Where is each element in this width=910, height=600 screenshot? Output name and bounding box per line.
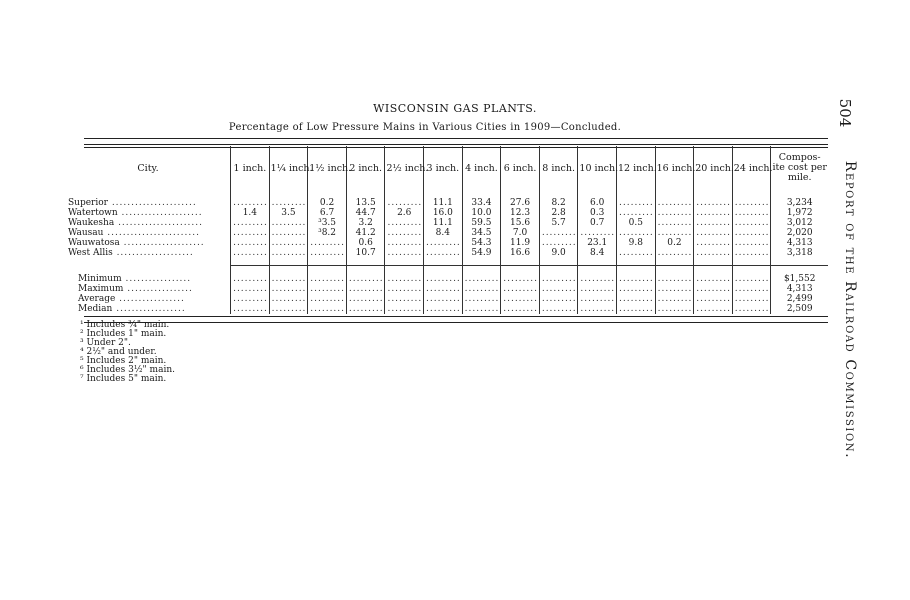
header-column: Compos- ite cost per mile. <box>771 146 828 190</box>
leader-dots: ......... <box>385 228 424 238</box>
table-cell: ³3.5 <box>308 218 347 228</box>
summary-row <box>66 284 828 294</box>
table-cell: 44.7 <box>346 208 385 218</box>
header-column: 2 inch. <box>346 146 385 190</box>
leader-dots: ......... <box>578 304 617 314</box>
table-row <box>66 218 828 228</box>
table-cell: 11.1 <box>424 190 463 208</box>
leader-dots: ......... <box>231 266 270 285</box>
gas-mains-table <box>66 146 828 314</box>
leader-dots: ......... <box>732 190 771 208</box>
table-cell: 1,972 <box>771 208 828 218</box>
leader-dots: ......... <box>308 238 347 248</box>
table-cell: 16.0 <box>424 208 463 218</box>
leader-dots: ......... <box>385 190 424 208</box>
footnotes <box>80 321 175 384</box>
leader-dots: ......... <box>539 266 578 285</box>
leader-dots: ......... <box>694 304 733 314</box>
leader-dots: ......... <box>732 248 771 266</box>
page-number: 504 <box>836 98 854 128</box>
leader-dots: ......... <box>462 266 501 285</box>
leader-dots: ......... <box>694 266 733 285</box>
city-name: Wauwatosa ..................... <box>68 238 205 248</box>
table-cell: 15.6 <box>501 218 540 228</box>
table-cell: 3,318 <box>771 248 828 266</box>
table-cell: 16.6 <box>501 248 540 266</box>
leader-dots: ......... <box>385 248 424 266</box>
table-cell: 10.7 <box>346 248 385 266</box>
table-cell: 2,499 <box>771 294 828 304</box>
leader-dots: ......... <box>269 190 308 208</box>
leader-dots: ......... <box>231 284 270 294</box>
city-name: Waukesha ...................... <box>68 218 204 228</box>
leader-dots: ......... <box>424 238 463 248</box>
table-cell: 8.4 <box>578 248 617 266</box>
city-name: Superior ...................... <box>68 198 197 208</box>
header-column: 3 inch. <box>424 146 463 190</box>
leader-dots: ......... <box>269 228 308 238</box>
table-cell: 0.3 <box>578 208 617 218</box>
table-subtitle: Percentage of Low Pressure Mains in Various Cities in 1909—Concluded. <box>228 122 622 133</box>
leader-dots: ......... <box>617 284 656 294</box>
leader-dots: ......... <box>231 218 270 228</box>
header-city: City. <box>137 162 159 174</box>
table-cell: 2.6 <box>385 208 424 218</box>
table-cell: 0.5 <box>617 218 656 228</box>
leader-dots: ......... <box>655 228 694 238</box>
summary-row <box>66 294 828 304</box>
table-cell: 2,020 <box>771 228 828 238</box>
leader-dots: ......... <box>617 266 656 285</box>
leader-dots: ......... <box>732 284 771 294</box>
table-cell: 10.0 <box>462 208 501 218</box>
table-cell: 34.5 <box>462 228 501 238</box>
table-cell: 54.9 <box>462 248 501 266</box>
table-cell: ³8.2 <box>308 228 347 238</box>
leader-dots: ......... <box>732 304 771 314</box>
table-cell: 0.2 <box>308 190 347 208</box>
city-name: West Allis .................... <box>68 248 194 259</box>
table-cell: 13.5 <box>346 190 385 208</box>
top-rule <box>84 138 828 145</box>
leader-dots: ......... <box>655 284 694 294</box>
table-cell: 54.3 <box>462 238 501 248</box>
table-cell: 3,234 <box>771 190 828 208</box>
table-cell: 0.6 <box>346 238 385 248</box>
leader-dots: ......... <box>617 294 656 304</box>
leader-dots: ......... <box>655 248 694 266</box>
footnote: ¹ Includes ¾" main. <box>80 320 170 330</box>
header-column: 8 inch. <box>539 146 578 190</box>
leader-dots: ......... <box>655 208 694 218</box>
leader-dots: ......... <box>424 248 463 266</box>
leader-dots: ......... <box>308 284 347 294</box>
leader-dots: ......... <box>578 294 617 304</box>
leader-dots: ......... <box>424 294 463 304</box>
table-cell: 12.3 <box>501 208 540 218</box>
leader-dots: ......... <box>539 228 578 238</box>
leader-dots: ......... <box>732 218 771 228</box>
footnote: ⁴ 2½" and under. <box>80 347 157 357</box>
leader-dots: ......... <box>655 304 694 314</box>
leader-dots: ......... <box>694 248 733 266</box>
leader-dots: ......... <box>385 266 424 285</box>
header-column: 4 inch. <box>462 146 501 190</box>
footnote: ⁶ Includes 3½" main. <box>80 365 175 375</box>
table-cell: 8.2 <box>539 190 578 208</box>
table-cell: $1,552 <box>771 266 828 285</box>
summary-label: Median .................. <box>78 304 186 314</box>
table-cell: 23.1 <box>578 238 617 248</box>
header-column: 10 inch. <box>578 146 617 190</box>
header-column: 1 inch. <box>231 146 270 190</box>
summary-label: Average ................. <box>78 294 185 304</box>
leader-dots: ......... <box>578 228 617 238</box>
leader-dots: ......... <box>385 238 424 248</box>
leader-dots: ......... <box>385 294 424 304</box>
leader-dots: ......... <box>732 228 771 238</box>
leader-dots: ......... <box>694 228 733 238</box>
table-cell: 7.0 <box>501 228 540 238</box>
leader-dots: ......... <box>231 248 270 266</box>
table-cell: 9.8 <box>617 238 656 248</box>
leader-dots: ......... <box>308 294 347 304</box>
table-cell: 3,012 <box>771 218 828 228</box>
leader-dots: ......... <box>269 266 308 285</box>
leader-dots: ......... <box>501 294 540 304</box>
leader-dots: ......... <box>655 266 694 285</box>
header-column: 20 inch. <box>694 146 733 190</box>
leader-dots: ......... <box>617 304 656 314</box>
header-row <box>66 146 828 190</box>
leader-dots: ......... <box>269 294 308 304</box>
table-cell: 59.5 <box>462 218 501 228</box>
leader-dots: ......... <box>539 304 578 314</box>
table-cell: 8.4 <box>424 228 463 238</box>
summary-label: Maximum ................. <box>78 284 193 294</box>
table-cell: 27.6 <box>501 190 540 208</box>
footnote: ³ Under 2". <box>80 338 131 348</box>
leader-dots: ......... <box>732 238 771 248</box>
table-cell: 3.2 <box>346 218 385 228</box>
footnote: ² Includes 1" main. <box>80 329 167 339</box>
header-column: 24 inch. <box>732 146 771 190</box>
summary-row <box>66 304 828 314</box>
leader-dots: ......... <box>308 304 347 314</box>
table-cell: 6.0 <box>578 190 617 208</box>
leader-dots: ......... <box>617 208 656 218</box>
leader-dots: ......... <box>424 304 463 314</box>
leader-dots: ......... <box>694 218 733 228</box>
table-cell: 4,313 <box>771 284 828 294</box>
leader-dots: ......... <box>694 208 733 218</box>
leader-dots: ......... <box>462 294 501 304</box>
table-cell: 4,313 <box>771 238 828 248</box>
leader-dots: ......... <box>694 238 733 248</box>
table-cell: 6.7 <box>308 208 347 218</box>
table-row <box>66 248 828 266</box>
table-cell: 2,509 <box>771 304 828 314</box>
header-column: 6 inch. <box>501 146 540 190</box>
leader-dots: ......... <box>732 266 771 285</box>
header-column: 16 inch. <box>655 146 694 190</box>
header-column: 1½ inch. <box>308 146 347 190</box>
leader-dots: ......... <box>269 248 308 266</box>
leader-dots: ......... <box>694 284 733 294</box>
table-row <box>66 228 828 238</box>
leader-dots: ......... <box>231 238 270 248</box>
leader-dots: ......... <box>462 284 501 294</box>
leader-dots: ......... <box>501 284 540 294</box>
leader-dots: ......... <box>269 284 308 294</box>
leader-dots: ......... <box>694 190 733 208</box>
table-cell: 9.0 <box>539 248 578 266</box>
leader-dots: ......... <box>694 294 733 304</box>
leader-dots: ......... <box>655 218 694 228</box>
leader-dots: ......... <box>655 294 694 304</box>
city-name: Watertown ..................... <box>68 208 203 218</box>
leader-dots: ......... <box>346 294 385 304</box>
leader-dots: ......... <box>308 266 347 285</box>
leader-dots: ......... <box>578 284 617 294</box>
leader-dots: ......... <box>269 304 308 314</box>
leader-dots: ......... <box>269 238 308 248</box>
leader-dots: ......... <box>732 208 771 218</box>
leader-dots: ......... <box>655 190 694 208</box>
header-column: 2½ inch. <box>385 146 424 190</box>
leader-dots: ......... <box>346 284 385 294</box>
table-cell: 5.7 <box>539 218 578 228</box>
leader-dots: ......... <box>501 304 540 314</box>
footnote: ⁵ Includes 2" main. <box>80 356 167 366</box>
table-cell: 2.8 <box>539 208 578 218</box>
leader-dots: ......... <box>231 294 270 304</box>
leader-dots: ......... <box>578 266 617 285</box>
bottom-rule <box>84 316 828 323</box>
table-cell: 3.5 <box>269 208 308 218</box>
leader-dots: ......... <box>539 294 578 304</box>
footnote: ⁷ Includes 5" main. <box>80 374 167 384</box>
table-cell: 0.2 <box>655 238 694 248</box>
leader-dots: ......... <box>501 266 540 285</box>
leader-dots: ......... <box>385 284 424 294</box>
leader-dots: ......... <box>231 304 270 314</box>
table-row <box>66 208 828 218</box>
header-column: 1¼ inch. <box>269 146 308 190</box>
summary-label: Minimum ................. <box>78 273 192 284</box>
leader-dots: ......... <box>424 266 463 285</box>
table-cell: 1.4 <box>231 208 270 218</box>
leader-dots: ......... <box>424 284 463 294</box>
header-column: 12 inch. <box>617 146 656 190</box>
table-title: WISCONSIN GAS PLANTS. <box>373 102 537 115</box>
table-cell: 0.7 <box>578 218 617 228</box>
leader-dots: ......... <box>462 304 501 314</box>
leader-dots: ......... <box>385 304 424 314</box>
city-name: Wausau ........................ <box>68 228 200 238</box>
table-cell: 33.4 <box>462 190 501 208</box>
leader-dots: ......... <box>308 248 347 266</box>
summary-row <box>66 266 828 285</box>
leader-dots: ......... <box>539 238 578 248</box>
leader-dots: ......... <box>346 266 385 285</box>
running-head: Report of the Railroad Commission. <box>842 160 858 460</box>
leader-dots: ......... <box>231 190 270 208</box>
leader-dots: ......... <box>617 248 656 266</box>
leader-dots: ......... <box>539 284 578 294</box>
leader-dots: ......... <box>732 294 771 304</box>
leader-dots: ......... <box>617 190 656 208</box>
leader-dots: ......... <box>269 218 308 228</box>
leader-dots: ......... <box>231 228 270 238</box>
leader-dots: ......... <box>346 304 385 314</box>
table-cell: 41.2 <box>346 228 385 238</box>
table-cell: 11.9 <box>501 238 540 248</box>
leader-dots: ......... <box>617 228 656 238</box>
leader-dots: ......... <box>385 218 424 228</box>
table-row <box>66 238 828 248</box>
table-row <box>66 190 828 208</box>
table-cell: 11.1 <box>424 218 463 228</box>
